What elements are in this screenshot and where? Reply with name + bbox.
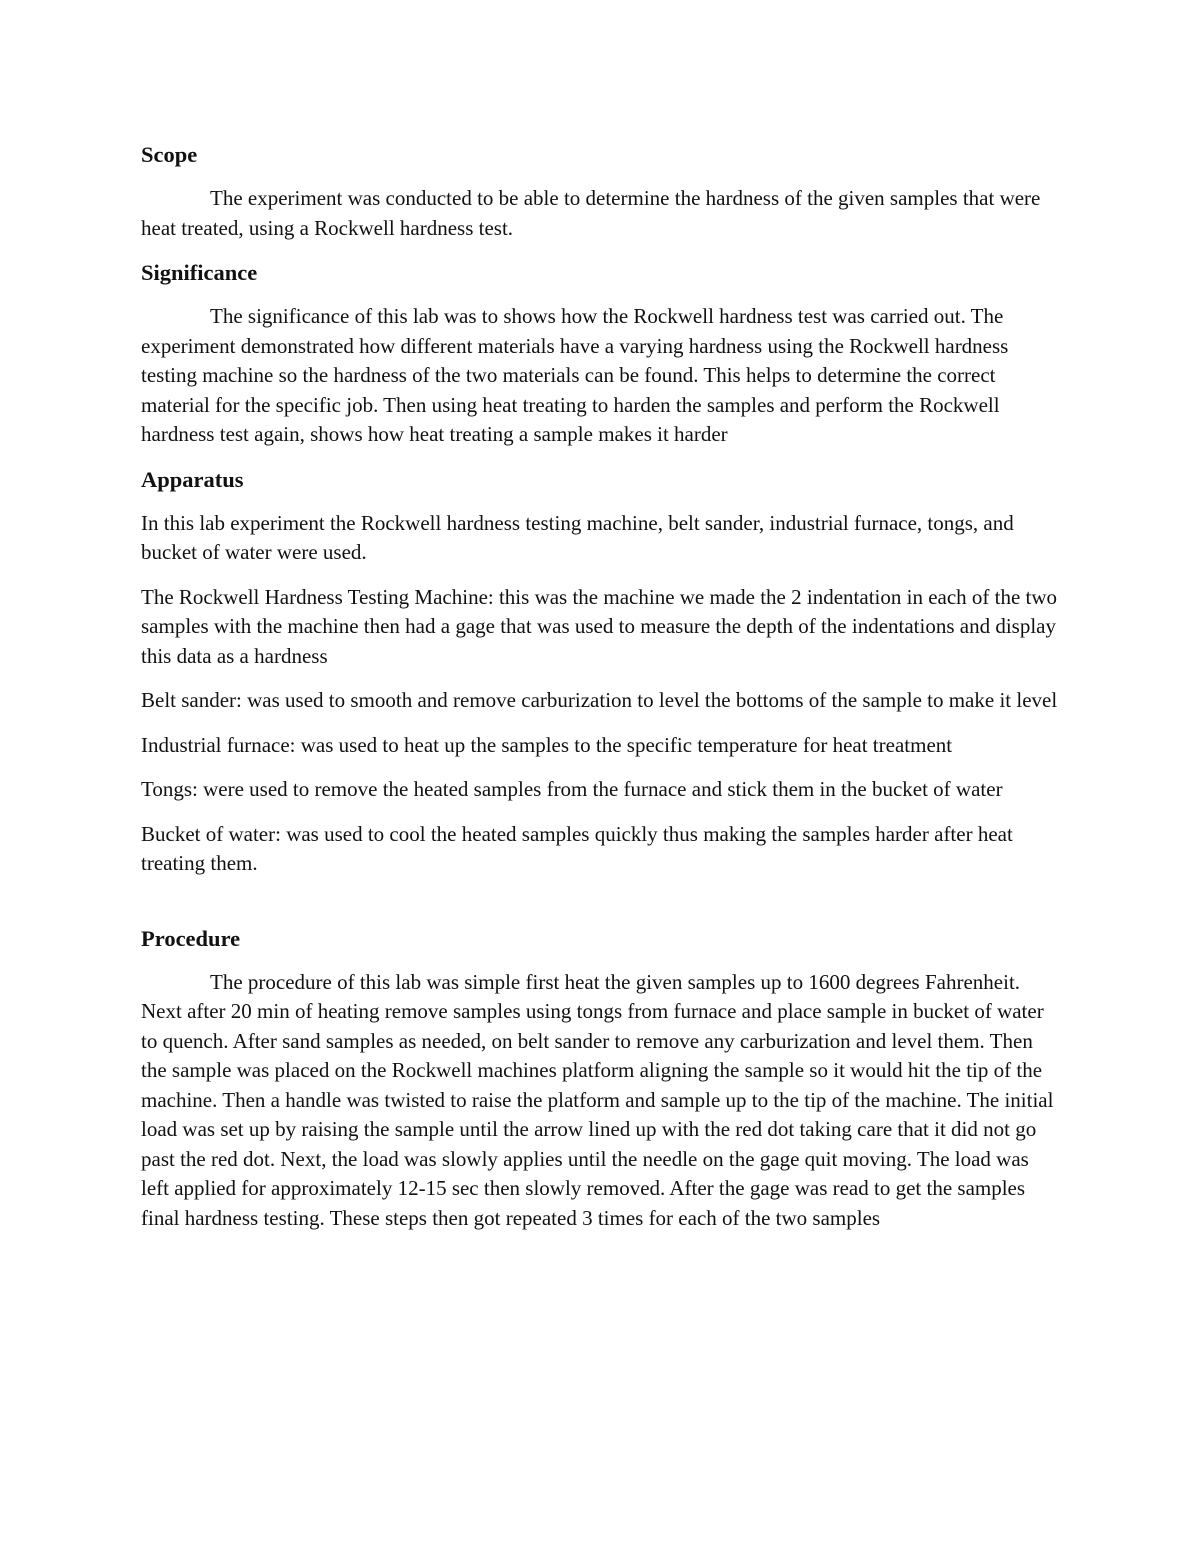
significance-section — [141, 258, 1061, 450]
procedure-paragraph: The procedure of this lab was simple first heat the given samples up to 1600 degrees Fahrenheit. Next after 20 min of heating remove samples using tongs from furnace and place sample in bucket of water to quench. After sand samples as needed, on belt sander to remove any carburization and level them. Then the sample was placed on the Rockwell machines platform aligning the sample so it would hit the tip of the machine. Then a handle was twisted to raise the platform and sample up to the tip of the machine. The initial load was set up by raising the sample until the arrow lined up with the red dot taking care that it did not go past the red dot. Next, the load was slowly applies until the needle on the gage quit moving. The load was left applied for approximately 12-15 sec then slowly removed. After the gage was read to get the samples final hardness testing. These steps then got repeated 3 times for each of the two samples — [141, 969, 1054, 1230]
apparatus-intro: In this lab experiment the Rockwell hardness testing machine, belt sander, industrial furnace, tongs, and bucket of water were used. — [141, 510, 1014, 564]
procedure-heading: Procedure — [141, 925, 241, 951]
document-body — [141, 140, 1061, 1248]
apparatus-item-bucket-of-water: Bucket of water: was used to cool the heated samples quickly thus making the samples harder after heat treating them. — [141, 821, 1013, 875]
apparatus-item-tongs: Tongs: were used to remove the heated samples from the furnace and stick them in the bucket of water — [141, 777, 1003, 801]
apparatus-item-rockwell-machine: The Rockwell Hardness Testing Machine: this was the machine we made the 2 indentation in each of the two samples with the machine then had a gage that was used to measure the depth of the indentations and display this data as a hardness — [141, 584, 1058, 668]
significance-heading: Significance — [141, 260, 258, 285]
significance-paragraph: The significance of this lab was to shows how the Rockwell hardness test was carried out. The experiment demonstrated how different materials have a varying hardness using the Rockwell hardness testing machine so the hardness of the two materials can be found. This helps to determine the correct material for the specific job. Then using heat treating to harden the samples and perform the Rockwell hardness test again, shows how heat treating a sample makes it harder — [141, 304, 1009, 446]
apparatus-section — [141, 465, 1061, 879]
scope-paragraph: The experiment was conducted to be able to determine the hardness of the given samples that were heat treated, using a Rockwell hardness test. — [141, 186, 1041, 240]
section-gap — [141, 894, 1061, 924]
scope-section — [141, 140, 1061, 243]
apparatus-item-industrial-furnace: Industrial furnace: was used to heat up the samples to the specific temperature for heat treatment — [141, 732, 953, 757]
apparatus-heading: Apparatus — [141, 466, 244, 492]
apparatus-item-belt-sander: Belt sander: was used to smooth and remove carburization to level the bottoms of the sample to make it level — [141, 688, 1058, 712]
procedure-section — [141, 924, 1061, 1234]
scope-heading: Scope — [141, 142, 198, 167]
